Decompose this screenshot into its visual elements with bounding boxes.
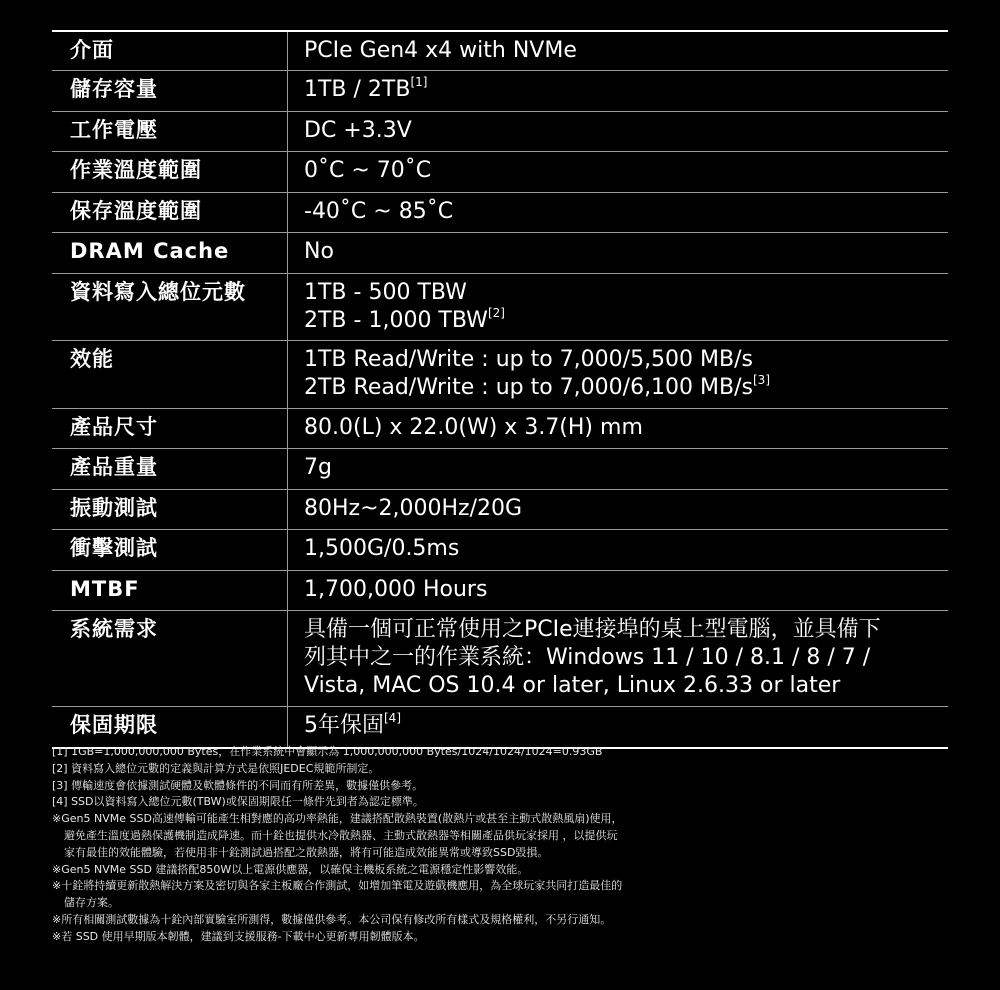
spec-value-line: 1,700,000 Hours xyxy=(304,577,488,602)
spec-value-line: 1,500G/0.5ms xyxy=(304,536,460,561)
spec-value-line: 7g xyxy=(304,455,332,480)
footnote: ※Gen5 NVMe SSD 建議搭配850W以上電源供應器，以確保主機板系統之電源穩定性影響效能。 xyxy=(52,862,529,876)
spec-label: 作業溫度範圍 xyxy=(52,152,288,192)
footnote: 儲存方案。 xyxy=(64,896,119,910)
spec-value-line: 1TB - 500 TBW xyxy=(304,280,467,305)
spec-row-operating-temp xyxy=(52,152,948,193)
footnote-ref: [2] xyxy=(487,305,505,320)
spec-label: 保固期限 xyxy=(52,707,288,747)
spec-value xyxy=(288,409,948,448)
spec-value xyxy=(288,707,948,747)
spec-label: 工作電壓 xyxy=(52,112,288,151)
spec-value-text: 1TB / 2TB xyxy=(304,77,411,102)
spec-value-line xyxy=(304,76,948,104)
spec-row-interface xyxy=(52,32,948,71)
footnote: [1] 1GB=1,000,000,000 Bytes，在作業系統中會顯示為 1,000,000,000 Bytes/1024/1024/1024=0.93GB xyxy=(52,745,603,758)
spec-label: 產品尺寸 xyxy=(52,409,288,448)
footnote: ※十銓將持續更新散熱解決方案及密切與各家主板廠合作測試，如增加筆電及遊戲機應用，為全球玩家共同打造最佳的 xyxy=(52,879,623,893)
spec-value-line: 0˚C ~ 70˚C xyxy=(304,158,432,183)
footnote: [3] 傳輸速度會依據測試硬體及軟體條件的不同而有所差異，數據僅供參考。 xyxy=(52,778,424,792)
spec-row-warranty xyxy=(52,707,948,749)
spec-value-line: 1TB Read/Write : up to 7,000/5,500 MB/s xyxy=(304,347,753,372)
spec-label: 資料寫入總位元數 xyxy=(52,274,288,340)
spec-value xyxy=(288,193,948,232)
footnote: ※所有相關測試數據為十銓內部實驗室所測得，數據僅供參考。本公司保有修改所有樣式及規格權利，不另行通知。 xyxy=(52,912,612,926)
spec-value xyxy=(288,571,948,610)
spec-value-text: 5年保固 xyxy=(304,713,384,738)
spec-label: MTBF xyxy=(52,571,288,610)
footnote-ref: [3] xyxy=(753,372,770,387)
spec-value xyxy=(288,611,948,706)
spec-row-weight xyxy=(52,449,948,490)
spec-value xyxy=(288,152,948,192)
spec-value xyxy=(288,112,948,151)
spec-row-capacity xyxy=(52,71,948,112)
spec-label: 產品重量 xyxy=(52,449,288,489)
spec-row-system-requirements xyxy=(52,611,948,707)
footnote: ※Gen5 NVMe SSD高速傳輸可能產生相對應的高功率熱能，建議搭配散熱裝置(散熱片或甚至主動式散熱風扇)使用， xyxy=(52,812,623,826)
spec-label: DRAM Cache xyxy=(52,233,288,273)
footnote: [4] SSD以資料寫入總位元數(TBW)或保固期限任一條件先到者為認定標準。 xyxy=(52,795,424,809)
spec-row-voltage xyxy=(52,112,948,152)
spec-label: 系統需求 xyxy=(52,611,288,706)
spec-value-line: DC +3.3V xyxy=(304,118,412,143)
spec-value xyxy=(288,233,948,273)
spec-value-line: 具備一個可正常使用之PCIe連接埠的桌上型電腦，並具備下 xyxy=(304,617,881,642)
spec-label: 振動測試 xyxy=(52,490,288,529)
spec-table xyxy=(52,30,948,749)
spec-value xyxy=(288,341,948,408)
spec-value-line: Vista, MAC OS 10.4 or later, Linux 2.6.33 or later xyxy=(304,673,841,698)
spec-value xyxy=(288,490,948,529)
spec-value-line: 列其中之一的作業系統：Windows 11 / 10 / 8.1 / 8 / 7 / xyxy=(304,645,871,670)
spec-label: 介面 xyxy=(52,32,288,70)
footnote-ref: [4] xyxy=(384,710,401,725)
footnotes xyxy=(52,744,952,946)
spec-row-dimensions xyxy=(52,409,948,449)
spec-label: 保存溫度範圍 xyxy=(52,193,288,232)
spec-label: 衝擊測試 xyxy=(52,530,288,570)
spec-row-shock xyxy=(52,530,948,571)
spec-label: 效能 xyxy=(52,341,288,408)
spec-value-line: No xyxy=(304,239,334,264)
spec-value xyxy=(288,71,948,111)
footnote: 家有最佳的效能體驗，若使用非十銓測試過搭配之散熱器，將有可能造成效能異常或導致SSD毀損。 xyxy=(64,845,549,859)
spec-value-line: 80Hz~2,000Hz/20G xyxy=(304,496,523,521)
footnote: 避免產生溫度過熱保護機制造成降速。而十銓也提供水冷散熱器、主動式散熱器等相關產品供玩家採用 ，以提供玩 xyxy=(64,828,618,842)
spec-label: 儲存容量 xyxy=(52,71,288,111)
spec-row-tbw xyxy=(52,274,948,341)
spec-value xyxy=(288,530,948,570)
footnote: [2] 資料寫入總位元數的定義與計算方式是依照JEDEC規範所制定。 xyxy=(52,761,380,775)
spec-row-vibration xyxy=(52,490,948,530)
spec-value-text: 2TB Read/Write : up to 7,000/6,100 MB/s xyxy=(304,375,753,400)
spec-row-performance xyxy=(52,341,948,409)
spec-value-text: 2TB - 1,000 TBW xyxy=(304,308,488,333)
spec-row-storage-temp xyxy=(52,193,948,233)
spec-value xyxy=(288,32,948,70)
spec-value-line xyxy=(304,712,948,740)
spec-value-line: -40˚C ~ 85˚C xyxy=(304,199,454,224)
spec-value-line: PCIe Gen4 x4 with NVMe xyxy=(304,38,577,63)
spec-value xyxy=(288,274,948,340)
spec-value-line xyxy=(304,307,948,335)
footnote: ※若 SSD 使用早期版本韌體，建議到支援服務-下載中心更新專用韌體版本。 xyxy=(52,929,425,943)
spec-value xyxy=(288,449,948,489)
spec-value-line xyxy=(304,374,948,402)
footnote-ref: [1] xyxy=(410,74,428,89)
spec-row-dram-cache xyxy=(52,233,948,274)
spec-row-mtbf xyxy=(52,571,948,611)
spec-value-line: 80.0(L) x 22.0(W) x 3.7(H) mm xyxy=(304,415,643,440)
